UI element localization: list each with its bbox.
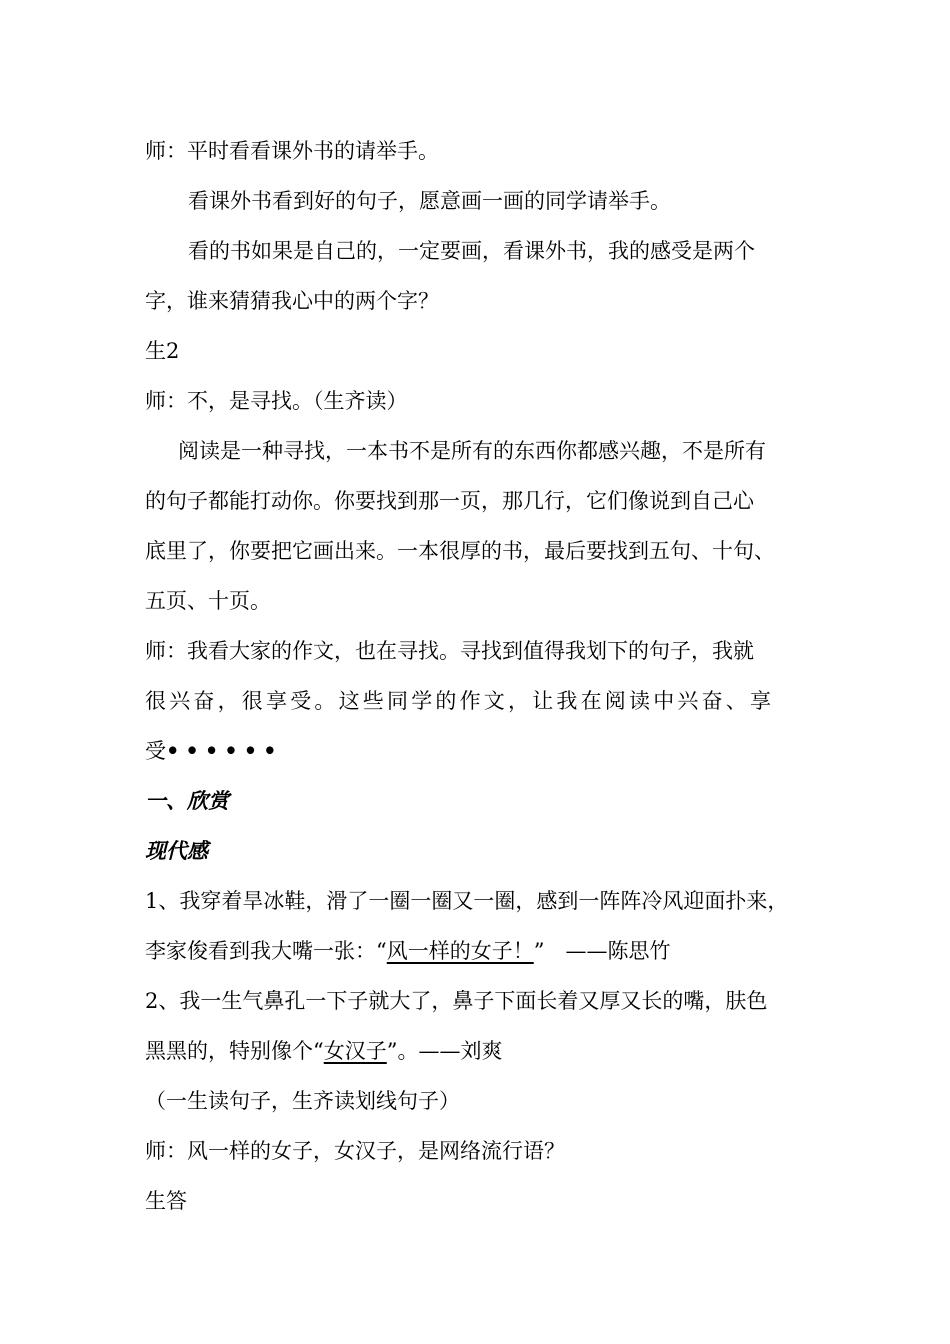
paragraph-line: 底里了，你要把它画出来。一本很厚的书，最后要找到五句、十句、 xyxy=(145,539,775,563)
paragraph-line: 的句子都能打动你。你要找到那一页，那几行，它们像说到自己心 xyxy=(145,489,754,513)
paragraph-line: 师：平时看看课外书的请举手。 xyxy=(145,139,439,163)
example-author: ” ——陈思竹 xyxy=(533,939,671,963)
example-text: 黑黑的，特别像个“ xyxy=(145,1039,324,1063)
example-1-line-2 xyxy=(145,936,671,966)
paragraph-line: 五页、十页。 xyxy=(145,589,271,613)
example-text: 李家俊看到我大嘴一张：“ xyxy=(145,939,387,963)
example-2-line-1: 2、我一生气鼻孔一下子就大了，鼻子下面长着又厚又长的嘴，肤色 xyxy=(145,989,768,1013)
paragraph-line: 师：我看大家的作文，也在寻找。寻找到值得我划下的句子，我就 xyxy=(145,639,754,663)
paragraph-line xyxy=(145,736,283,766)
underlined-quote: 风一样的女子！ xyxy=(386,939,534,963)
paragraph-line: 师：风一样的女子，女汉子，是网络流行语？ xyxy=(145,1139,565,1163)
paragraph-line: 师：不，是寻找。（生齐读） xyxy=(145,389,408,413)
example-author: ”。——刘爽 xyxy=(386,1039,503,1063)
paragraph-line: 看的书如果是自己的，一定要画，看课外书，我的感受是两个 xyxy=(188,239,755,263)
paragraph-line: 阅读是一种寻找，一本书不是所有的东西你都感兴趣，不是所有 xyxy=(178,439,766,463)
section-subheading: 现代感 xyxy=(145,839,208,863)
example-1-line-1: 1、我穿着旱冰鞋，滑了一圈一圈又一圈，感到一阵阵冷风迎面扑来， xyxy=(145,889,789,913)
example-2-line-2 xyxy=(145,1036,503,1066)
paragraph-line: 生2 xyxy=(145,339,180,363)
paragraph-line: （一生读句子，生齐读划线句子） xyxy=(145,1089,460,1113)
paragraph-line: 生答 xyxy=(145,1189,187,1213)
paragraph-line: 看课外书看到好的句子，愿意画一画的同学请举手。 xyxy=(188,189,671,213)
section-heading: 一、欣赏 xyxy=(145,789,229,813)
paragraph-text: 受 xyxy=(145,739,166,763)
ellipsis-dots: •••••• xyxy=(166,738,283,763)
paragraph-line: 很兴奋，很享受。这些同学的作文，让我在阅读中兴奋、享 xyxy=(145,689,775,713)
paragraph-line: 字，谁来猜猜我心中的两个字？ xyxy=(145,289,439,313)
underlined-quote: 女汉子 xyxy=(323,1039,387,1063)
